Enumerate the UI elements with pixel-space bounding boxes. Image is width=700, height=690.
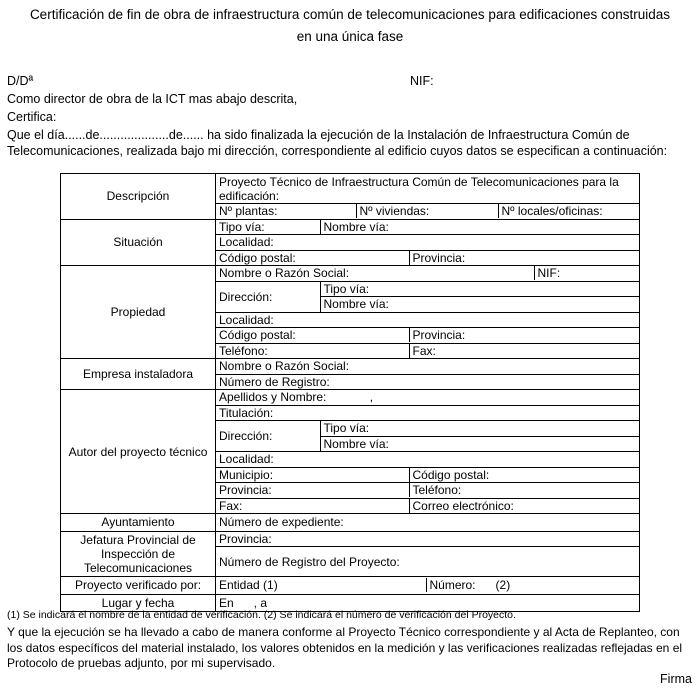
situacion-cp-provincia bbox=[216, 250, 640, 266]
autor-apellidos: Apellidos y Nombre: , bbox=[216, 390, 640, 406]
situacion-nombre-via: Nombre vía: bbox=[323, 219, 389, 234]
autor-provincia: Provincia: bbox=[216, 483, 409, 497]
label-autor: Autor del proyecto técnico bbox=[61, 390, 216, 514]
label-descripcion: Descripción bbox=[61, 174, 216, 220]
autor-direccion bbox=[216, 421, 640, 452]
page-title-line2: en una única fase bbox=[296, 29, 404, 44]
propiedad-nombre-razon: Nombre o Razón Social: bbox=[216, 266, 534, 280]
certifica-label: Certifica: bbox=[7, 110, 57, 124]
firma-label: Firma bbox=[660, 672, 692, 686]
label-ayuntamiento: Ayuntamiento bbox=[61, 514, 216, 532]
locales-field: Nº locales/oficinas: bbox=[501, 204, 603, 219]
viviendas-field: Nº viviendas: bbox=[356, 204, 498, 218]
situacion-tipo-via: Tipo vía: bbox=[216, 220, 320, 234]
descripcion-proyecto: Proyecto Técnico de Infraestructura Común de Telecomunicaciones para la edificación: bbox=[216, 174, 640, 204]
empresa-numero-registro: Número de Registro: bbox=[216, 374, 640, 390]
propiedad-tipo-via: Tipo vía: bbox=[321, 282, 640, 298]
propiedad-direccion bbox=[216, 281, 640, 312]
autor-codigo-postal: Código postal: bbox=[412, 467, 490, 482]
row-descripcion bbox=[61, 174, 640, 204]
autor-tipo-via: Tipo vía: bbox=[321, 421, 640, 437]
propiedad-telefono-fax bbox=[216, 343, 640, 359]
propiedad-provincia: Provincia: bbox=[412, 328, 466, 343]
propiedad-nombre-nif bbox=[216, 266, 640, 282]
propiedad-direccion-label: Dirección: bbox=[216, 282, 320, 312]
autor-telefono: Teléfono: bbox=[412, 483, 462, 498]
page-title-line1: Certificación de fin de obra de infraestructura común de telecomunicaciones para edificaciones construidas bbox=[29, 7, 671, 22]
nif-label: NIF: bbox=[410, 74, 434, 88]
situacion-codigo-postal: Código postal: bbox=[216, 251, 409, 265]
label-propiedad: Propiedad bbox=[61, 266, 216, 359]
autor-municipio-cp bbox=[216, 467, 640, 483]
jefatura-registro-proyecto: Número de Registro del Proyecto: bbox=[216, 547, 640, 577]
director-text: Como director de obra de la ICT mas abajo descrita, bbox=[7, 92, 298, 106]
situacion-via bbox=[216, 219, 640, 235]
verificado-entidad: Entidad (1) bbox=[216, 578, 426, 592]
autor-localidad: Localidad: bbox=[216, 452, 640, 468]
autor-direccion-label: Dirección: bbox=[216, 421, 320, 451]
label-empresa: Empresa instaladora bbox=[61, 359, 216, 390]
plantas-field: Nº plantas: bbox=[216, 204, 356, 218]
autor-nombre-via: Nombre vía: bbox=[323, 436, 389, 451]
propiedad-nif: NIF: bbox=[537, 266, 561, 281]
jefatura-provincia: Provincia: bbox=[216, 531, 640, 547]
label-situacion: Situación bbox=[61, 219, 216, 266]
autor-correo: Correo electrónico: bbox=[412, 498, 514, 513]
ict-data-table bbox=[60, 173, 640, 612]
empresa-nombre-razon: Nombre o Razón Social: bbox=[216, 359, 640, 375]
verificado-numero: Número: (2) bbox=[429, 578, 511, 593]
autor-municipio: Municipio: bbox=[216, 468, 409, 482]
dd-label: D/Dª bbox=[7, 74, 34, 88]
propiedad-localidad: Localidad: bbox=[216, 312, 640, 328]
lugar-en: En , a bbox=[216, 594, 640, 612]
footnote: (1) Se indicará el nombre de la entidad de verificación. (2) Se indicará el número de verificación del Proyecto. bbox=[7, 609, 516, 621]
autor-titulacion: Titulación: bbox=[216, 405, 640, 421]
propiedad-fax: Fax: bbox=[412, 343, 436, 358]
verificado-fields bbox=[216, 577, 640, 595]
label-jefatura: Jefatura Provincial de Inspección de Telecomunicaciones bbox=[61, 531, 216, 577]
autor-fax-correo bbox=[216, 498, 640, 514]
statement-line1: Que el día......de....................de...... ha sido finalizada la ejecución de la Instalación de Infraestructura Común de bbox=[7, 128, 630, 142]
descripcion-counts bbox=[216, 204, 640, 220]
situacion-localidad: Localidad: bbox=[216, 235, 640, 251]
situacion-provincia: Provincia: bbox=[412, 250, 466, 265]
label-verificado: Proyecto verificado por: bbox=[61, 577, 216, 595]
ayuntamiento-expediente: Número de expediente: bbox=[216, 514, 640, 532]
propiedad-nombre-via: Nombre vía: bbox=[323, 297, 389, 311]
closing-statement: Y que la ejecución se ha llevado a cabo de manera conforme al Proyecto Técnico correspondiente y al Acta de Replanteo, con los datos específicos del material instalado, los valores obtenidos en la medición y las verificaciones realizadas reflejadas en el Protocolo de pruebas adjunto, por mi supervisado. bbox=[7, 625, 683, 670]
autor-fax: Fax: bbox=[216, 499, 409, 513]
propiedad-codigo-postal: Código postal: bbox=[216, 328, 409, 342]
statement-line2: Telecomunicaciones, realizada bajo mi dirección, correspondiente al edificio cuyos datos se especifican a continuación: bbox=[7, 144, 668, 158]
propiedad-cp-provincia bbox=[216, 328, 640, 344]
propiedad-telefono: Teléfono: bbox=[216, 344, 409, 358]
label-lugar: Lugar y fecha bbox=[61, 594, 216, 612]
autor-provincia-telefono bbox=[216, 483, 640, 499]
